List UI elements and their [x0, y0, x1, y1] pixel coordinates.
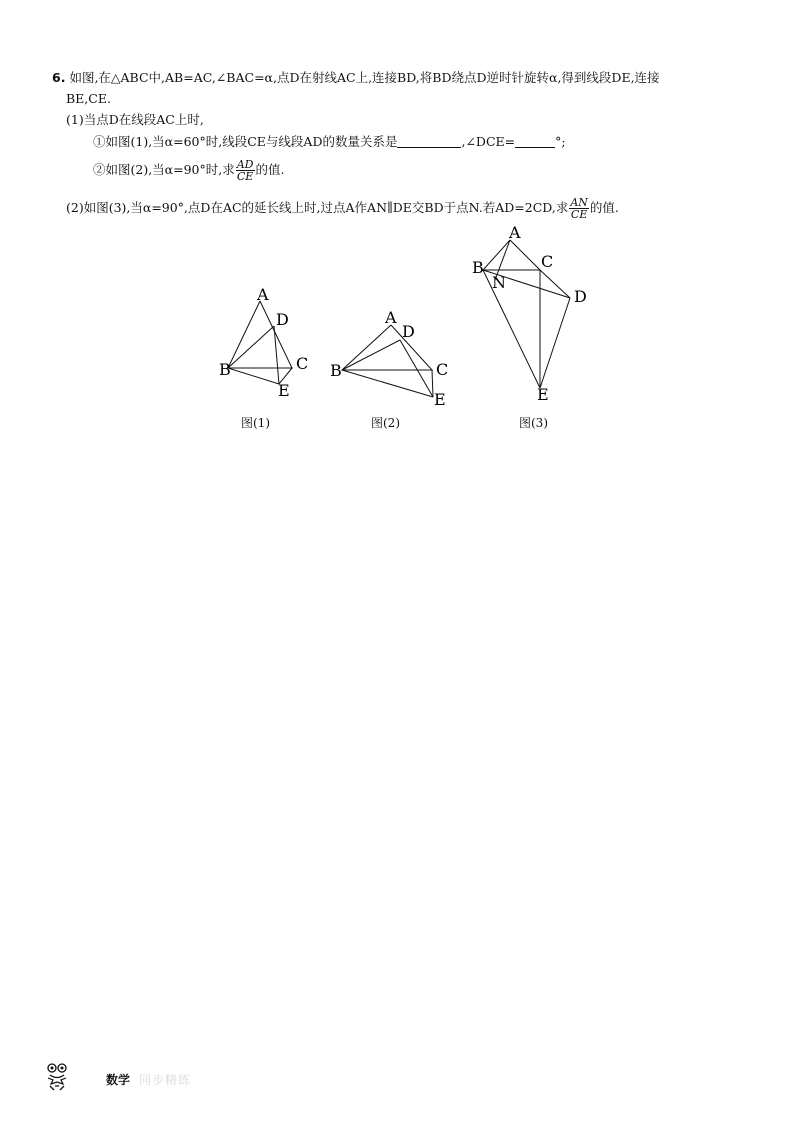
part2 [66, 196, 619, 220]
fig3-triangle-abc [483, 240, 540, 270]
fig2-label-d: D [402, 322, 415, 341]
fig3-label-e: E [537, 385, 549, 404]
fig2-label-a: A [385, 308, 397, 327]
part2-text-a: (2)如图(3),当α=90°,点D在AC的延长线上时,过点A作AN∥DE交BD于点N.若AD=2CD,求 [66, 200, 569, 215]
fraction-denominator: CE [236, 170, 254, 183]
part1-sub1-text-a: ①如图(1),当α=60°时,线段CE与线段AD的数量关系是 [93, 134, 398, 149]
fig1-segment-bd [228, 326, 274, 368]
fraction-numerator: AD [236, 158, 254, 171]
part1-sub1 [93, 134, 566, 150]
fig2-segment-bd [342, 340, 400, 370]
footer-subject: 数学 [106, 1073, 131, 1087]
fig1-label-e: E [278, 381, 290, 400]
fraction-numerator: AN [570, 196, 588, 209]
question-stem-line1 [52, 70, 660, 86]
fig3-segment-de [540, 298, 570, 388]
fig1-label-b: B [219, 360, 231, 379]
footer-faint-label: 同步精练 [139, 1073, 192, 1087]
fig1-segment-be [228, 368, 279, 384]
figure-2 [342, 325, 433, 397]
figures-svg [0, 225, 800, 445]
fig3-label-b: B [472, 258, 484, 277]
question-stem-text: 如图,在△ABC中,AB=AC,∠BAC=α,点D在射线AC上,连接BD,将BD绕点D逆时针旋转α,得到线段DE,连接 [69, 70, 660, 85]
answer-blank-1[interactable] [397, 135, 461, 148]
part1-sub2-text-b: 的值. [255, 162, 285, 177]
part1-sub2-text-a: ②如图(2),当α=90°时,求 [93, 162, 235, 177]
fig2-segment-ce [432, 370, 433, 397]
fig2-label-b: B [330, 361, 342, 380]
fig3-label-n: N [492, 273, 506, 292]
question-number: 6. [52, 70, 66, 85]
part1-intro: (1)当点D在线段AC上时, [66, 112, 204, 127]
fig3-label-c: C [541, 252, 554, 271]
fig2-label-e: E [434, 390, 446, 409]
fig1-caption: 图(1) [241, 416, 270, 430]
fig3-label-a: A [509, 225, 521, 242]
fig1-label-c: C [296, 354, 309, 373]
question-stem-line2: BE,CE. [66, 91, 111, 106]
fig1-label-a: A [257, 285, 269, 304]
figure-2-labels [330, 308, 448, 409]
fig2-caption: 图(2) [371, 416, 400, 430]
part1-sub1-text-c: °; [555, 134, 566, 149]
answer-blank-2[interactable] [515, 135, 555, 148]
part1-sub1-text-b: ,∠DCE= [461, 134, 516, 149]
fraction-an-ce [569, 197, 589, 220]
fraction-ad-ce [236, 159, 255, 182]
part1-sub2 [93, 158, 284, 182]
part2-text-b: 的值. [589, 200, 619, 215]
fig3-label-d: D [574, 287, 587, 306]
figure-1-labels [219, 285, 308, 400]
fraction-denominator: CE [570, 208, 588, 221]
fig3-segment-cd [540, 270, 570, 298]
figure-3-labels [472, 225, 587, 404]
fig3-caption: 图(3) [519, 416, 548, 430]
fig2-label-c: C [436, 360, 449, 379]
figure-3 [483, 240, 570, 388]
fig1-label-d: D [276, 310, 289, 329]
cartoon-mascot-icon [44, 1062, 70, 1096]
